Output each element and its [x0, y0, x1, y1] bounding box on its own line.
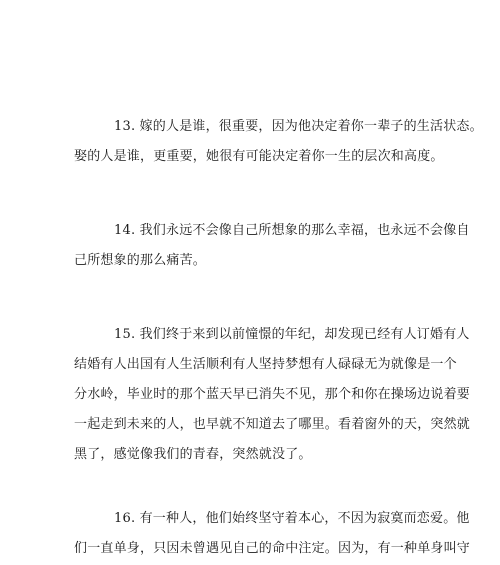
paragraph-line: 15. 我们终于来到以前憧憬的年纪，却发现已经有人订婚有人 [114, 327, 470, 342]
paragraph-line: 结婚有人出国有人生活顺利有人坚持梦想有人碌碌无为就像是一个 [74, 357, 457, 372]
paragraph-line: 14. 我们永远不会像自己所想象的那么幸福，也永远不会像自 [114, 223, 470, 238]
paragraph-line: 黑了，感觉像我们的青春，突然就没了。 [74, 447, 312, 462]
paragraph-13 [74, 112, 483, 172]
paragraph-14 [74, 216, 470, 276]
paragraph-15 [74, 320, 471, 470]
paragraph-line: 们一直单身，只因未曾遇见自己的命中注定。因为，有一种单身叫守 [74, 541, 471, 556]
paragraph-line: 16. 有一种人，他们始终坚守着本心，不因为寂寞而恋爱。他 [114, 511, 470, 526]
paragraph-line: 一起走到未来的人，也早就不知道去了哪里。看着窗外的天，突然就 [74, 417, 471, 432]
paragraph-line: 分水岭，毕业时的那个蓝天早已消失不见，那个和你在操场边说着要 [74, 387, 471, 402]
paragraph-line: 13. 嫁的人是谁，很重要，因为他决定着你一辈子的生活状态。 [114, 119, 483, 134]
paragraph-16 [74, 504, 471, 564]
paragraph-line: 娶的人是谁，更重要，她很有可能决定着你一生的层次和高度。 [74, 149, 444, 164]
paragraph-line: 己所想象的那么痛苦。 [74, 253, 207, 268]
